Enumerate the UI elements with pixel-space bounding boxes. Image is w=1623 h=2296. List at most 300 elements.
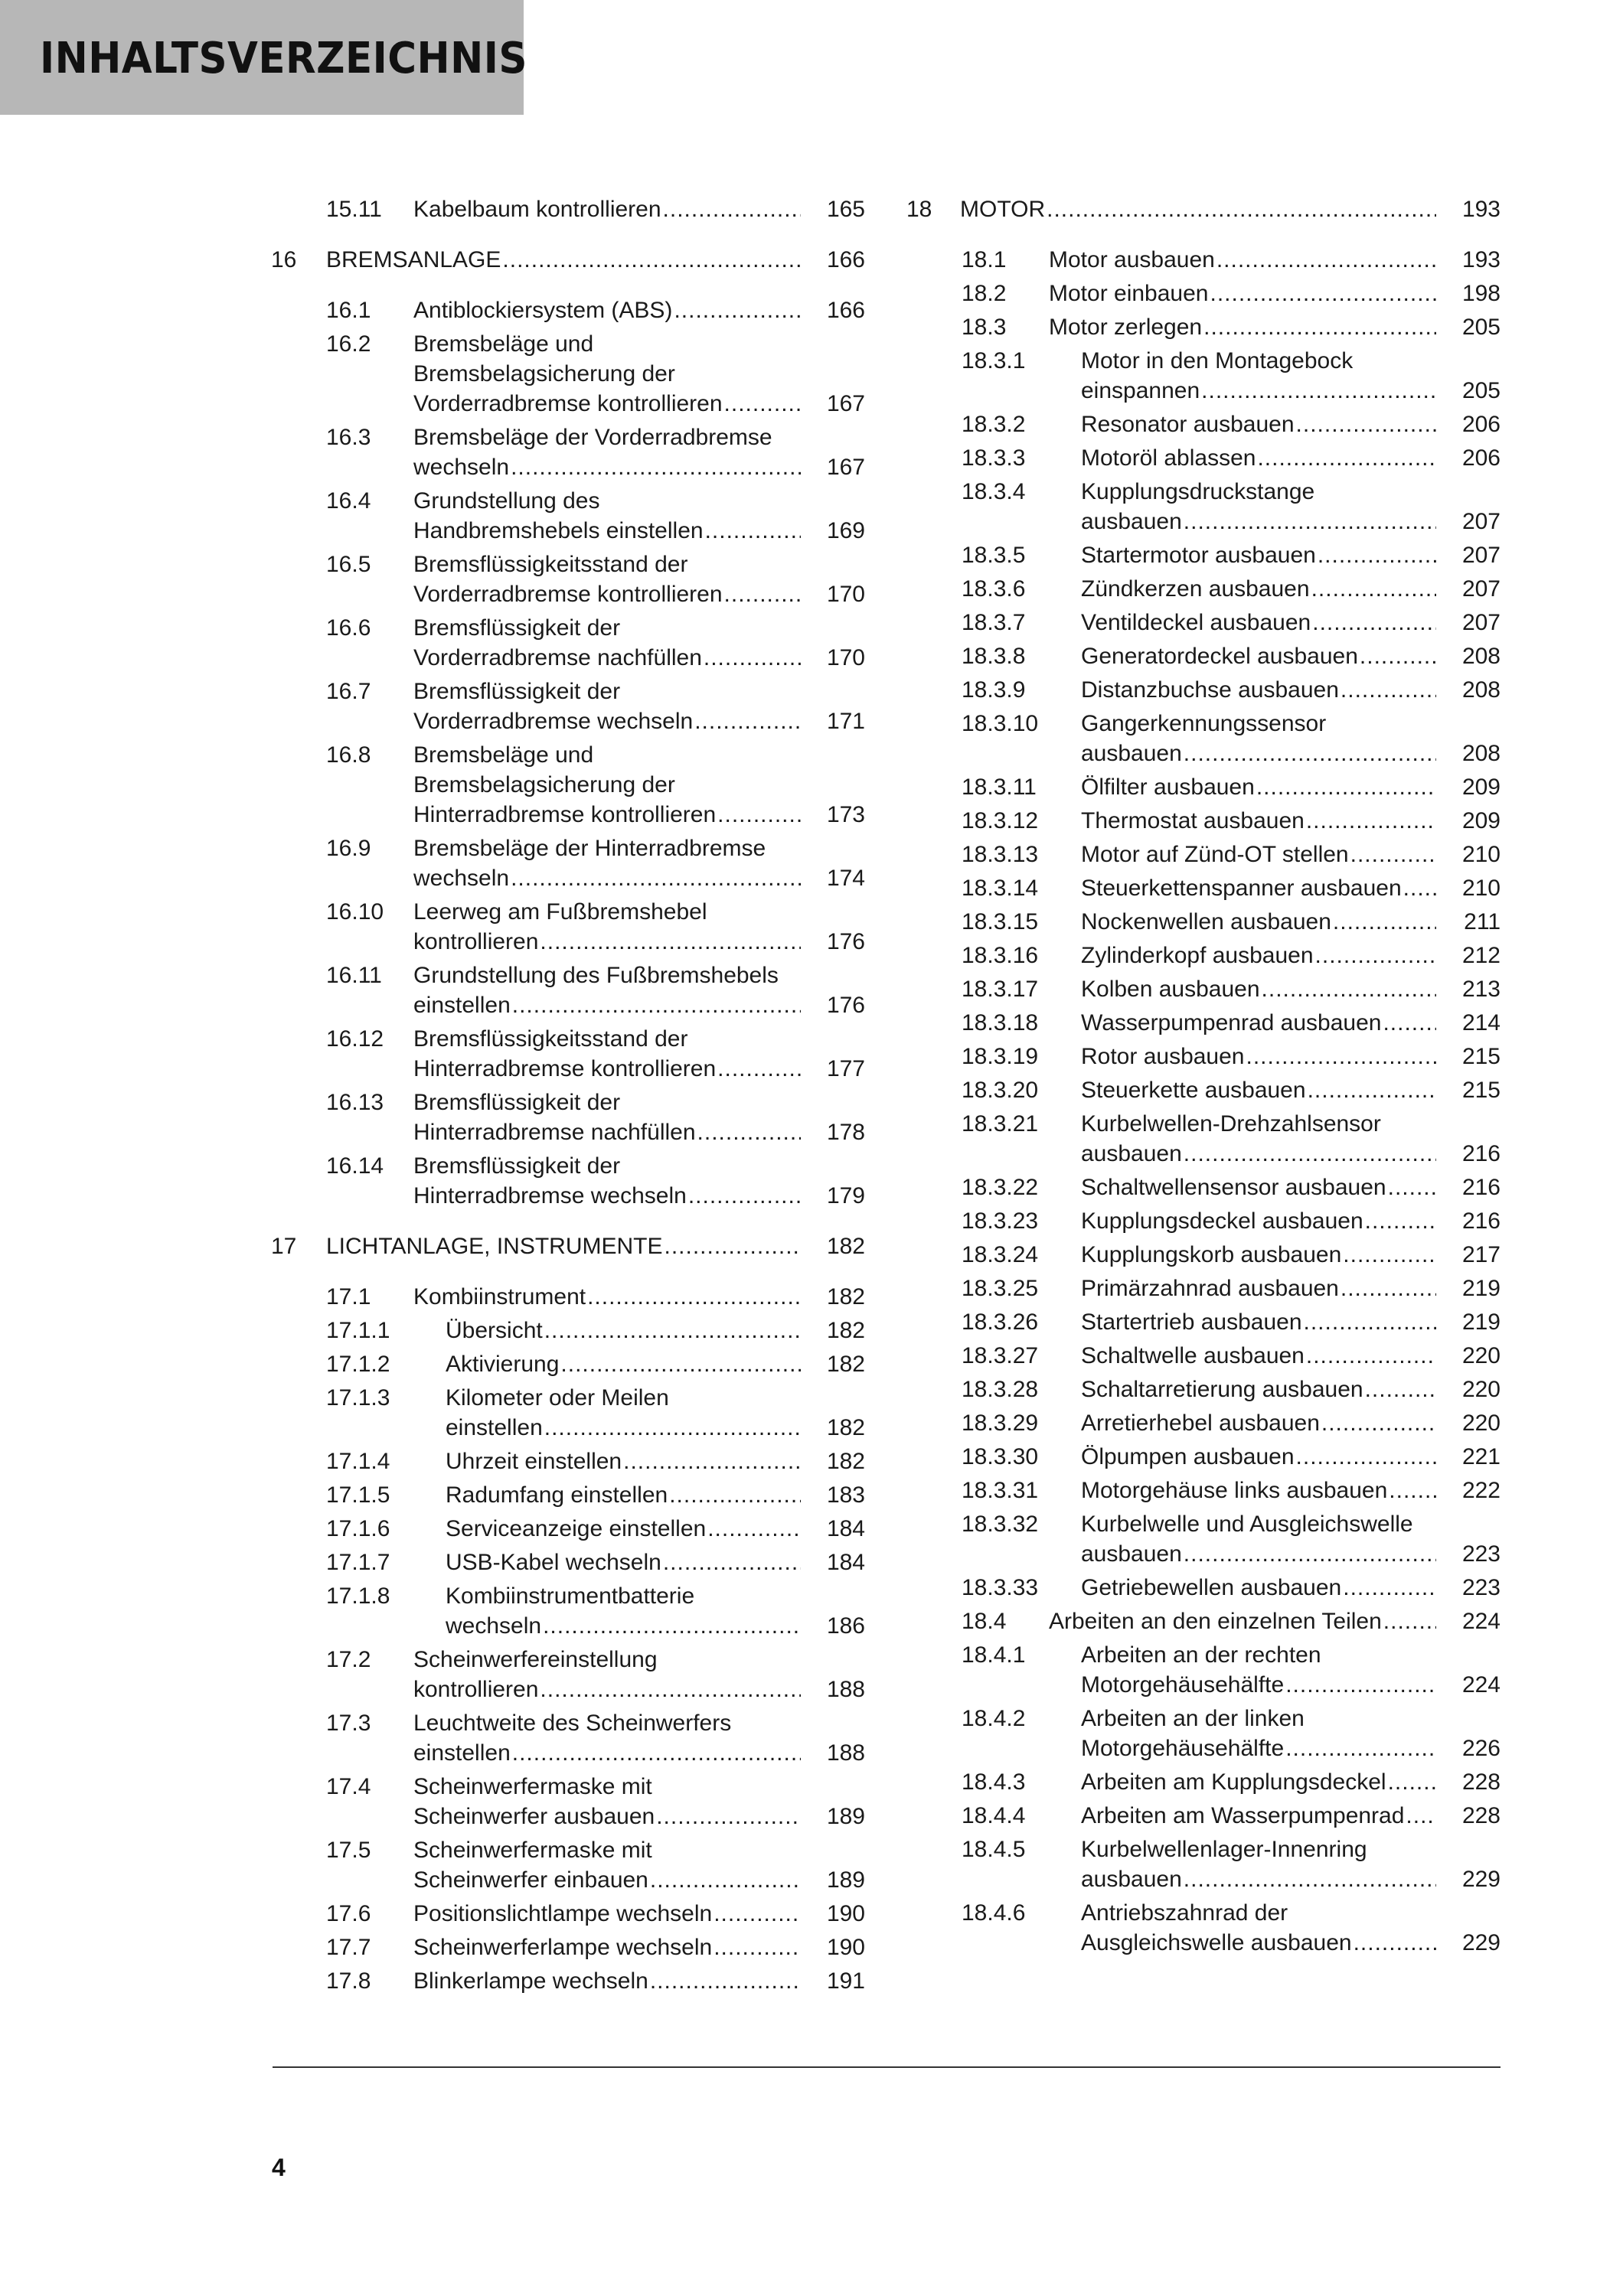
dot-leader	[1047, 194, 1436, 224]
toc-entry-number: 18.3.7	[962, 610, 1026, 635]
toc-entry-number: 18.3.15	[962, 909, 1039, 934]
toc-entry-title-line: Scheinwerfermaske mit	[413, 1838, 652, 1863]
toc-entry-title-line: Motor zerlegen	[1049, 315, 1203, 340]
toc-entry-title	[413, 740, 805, 830]
toc-entry-title-line: Kombiinstrumentbatterie	[446, 1583, 695, 1609]
toc-entry-number: 18.3.6	[962, 576, 1026, 602]
dot-leader	[1383, 1606, 1436, 1636]
toc-entry-title-line: Zylinderkopf ausbauen	[1081, 943, 1314, 968]
toc-entry-title	[413, 1899, 805, 1929]
toc-entry-title-line: wechseln	[413, 455, 510, 480]
dot-leader	[1296, 1442, 1436, 1472]
toc-entry-page: 207	[1461, 509, 1501, 534]
toc-entry-title	[1081, 1307, 1441, 1337]
toc-entry-number: 18.3.26	[962, 1309, 1039, 1335]
toc-entry-number: 17.7	[326, 1935, 371, 1960]
toc-entry-page: 176	[826, 929, 865, 954]
toc-entry-page: 182	[826, 1284, 865, 1309]
toc-entry-title	[1081, 1767, 1441, 1797]
toc-entry-number: 17.1.4	[326, 1449, 390, 1474]
dot-leader	[1262, 974, 1436, 1004]
toc-entry-page: 213	[1461, 977, 1501, 1002]
toc-entry-page: 182	[826, 1415, 865, 1440]
dot-leader	[1360, 641, 1436, 671]
toc-entry-page: 171	[826, 709, 865, 734]
toc-entry-page: 216	[1461, 1175, 1501, 1200]
dot-leader	[1389, 1476, 1436, 1505]
toc-entry-title	[1081, 1206, 1441, 1236]
toc-entry-title	[1081, 675, 1441, 705]
dot-leader	[674, 295, 801, 325]
toc-entry-title	[413, 613, 805, 673]
toc-entry-page: 209	[1461, 775, 1501, 800]
dot-leader	[1312, 608, 1436, 638]
toc-entry-title	[1081, 443, 1441, 473]
toc-entry-page: 167	[826, 391, 865, 416]
toc-entry-page: 186	[826, 1613, 865, 1639]
dot-leader	[1257, 443, 1436, 473]
dot-leader	[1285, 1733, 1436, 1763]
toc-entry-number: 18.3.4	[962, 479, 1026, 504]
toc-entry-page: 205	[1461, 315, 1501, 340]
toc-entry-page: 223	[1461, 1575, 1501, 1600]
toc-entry-page: 176	[826, 993, 865, 1018]
toc-entry-title-line: Vorderradbremse kontrollieren	[413, 582, 723, 607]
toc-entry-page: 210	[1461, 876, 1501, 901]
toc-entry-title-line: Thermostat ausbauen	[1081, 808, 1305, 833]
toc-entry-page: 228	[1461, 1803, 1501, 1828]
toc-entry-page: 191	[826, 1968, 865, 1994]
toc-entry-title-line: einstellen	[413, 1740, 511, 1766]
toc-entry-title	[1081, 1274, 1441, 1303]
toc-entry-page: 220	[1461, 1343, 1501, 1368]
toc-entry-title-line: Distanzbuchse ausbauen	[1081, 677, 1339, 703]
toc-entry-title	[1081, 641, 1441, 671]
toc-entry-page: 207	[1461, 543, 1501, 568]
toc-entry-title	[1081, 574, 1441, 604]
toc-entry-title-line: Serviceanzeige einstellen	[446, 1516, 707, 1541]
dot-leader	[705, 516, 801, 546]
toc-entry-title-line: Bremsflüssigkeit der	[413, 1153, 621, 1179]
toc-entry-title	[413, 1151, 805, 1211]
toc-entry-title	[413, 550, 805, 609]
toc-entry-number: 18.3.10	[962, 711, 1039, 736]
toc-entry-number: 18.3.28	[962, 1377, 1039, 1402]
toc-entry-number: 18.3.8	[962, 644, 1026, 669]
toc-entry-page: 215	[1461, 1044, 1501, 1069]
toc-entry-page: 222	[1461, 1478, 1501, 1503]
toc-entry-number: 17.4	[326, 1774, 371, 1799]
toc-entry-title	[1081, 1042, 1441, 1071]
toc-entry-title-line: Kupplungsdeckel ausbauen	[1081, 1208, 1363, 1234]
dot-leader	[663, 194, 801, 224]
toc-entry-number: 18.3.1	[962, 348, 1026, 373]
toc-entry-title-line: Motor ausbauen	[1049, 247, 1215, 272]
toc-entry-number: 18.4	[962, 1609, 1007, 1634]
toc-entry-page: 182	[826, 1318, 865, 1343]
toc-entry-title-line: kontrollieren	[413, 929, 539, 954]
toc-entry-page: 219	[1461, 1276, 1501, 1301]
toc-entry-title-line: Vorderradbremse nachfüllen	[413, 645, 702, 670]
toc-entry-title	[1049, 312, 1441, 342]
toc-entry-number: 18.3.23	[962, 1208, 1039, 1234]
toc-entry-title	[1049, 245, 1441, 275]
dot-leader	[1285, 1670, 1436, 1700]
toc-entry-number: 16.3	[326, 425, 371, 450]
toc-entry-title-line: Motoröl ablassen	[1081, 445, 1256, 471]
toc-entry-title-line: Bremsflüssigkeit der	[413, 679, 621, 704]
dot-leader	[1318, 540, 1436, 570]
dot-leader	[1304, 1307, 1436, 1337]
toc-entry-title-line: Kurbelwellenlager-Innenring	[1081, 1837, 1367, 1862]
toc-entry-page: 229	[1461, 1867, 1501, 1892]
toc-entry-title-line: Arbeiten am Wasserpumpenrad	[1081, 1803, 1405, 1828]
dot-leader	[543, 1611, 801, 1641]
toc-entry-page: 220	[1461, 1377, 1501, 1402]
toc-entry-title-line: Motorgehäusehälfte	[1081, 1672, 1285, 1698]
dot-leader	[1216, 245, 1436, 275]
toc-entry-title-line: Zündkerzen ausbauen	[1081, 576, 1310, 602]
toc-entry-title-line: MOTOR	[960, 197, 1046, 222]
toc-entry-title	[1081, 840, 1441, 869]
toc-entry-title-line: Leuchtweite des Scheinwerfers	[413, 1711, 732, 1736]
toc-entry-title	[413, 422, 805, 482]
toc-entry-page: 183	[826, 1482, 865, 1508]
dot-leader	[1343, 1573, 1436, 1603]
toc-entry-number: 18.3.17	[962, 977, 1039, 1002]
toc-entry-number: 18.3.3	[962, 445, 1026, 471]
toc-entry-title-line: Arbeiten an den einzelnen Teilen	[1049, 1609, 1382, 1634]
toc-entry-page: 216	[1461, 1141, 1501, 1166]
toc-entry-title	[1081, 1341, 1441, 1371]
toc-entry-number: 16.14	[326, 1153, 384, 1179]
toc-entry-number: 18.3.27	[962, 1343, 1039, 1368]
toc-entry-title	[413, 960, 805, 1020]
toc-entry-number: 15.11	[326, 197, 382, 222]
dot-leader	[623, 1446, 801, 1476]
toc-entry-page: 190	[826, 1935, 865, 1960]
toc-entry-title-line: einstellen	[413, 993, 511, 1018]
toc-entry-title	[446, 1480, 805, 1510]
toc-entry-title-line: Ventildeckel ausbauen	[1081, 610, 1311, 635]
toc-entry-title-line: Uhrzeit einstellen	[446, 1449, 622, 1474]
toc-entry-title-line: Bremsbeläge der Vorderradbremse	[413, 425, 772, 450]
toc-entry-title	[1081, 1801, 1441, 1831]
toc-entry-number: 18.3.9	[962, 677, 1026, 703]
toc-entry-title-line: Grundstellung des	[413, 488, 600, 514]
toc-entry-title-line: einstellen	[446, 1415, 543, 1440]
toc-entry-title-line: Steuerkette ausbauen	[1081, 1078, 1306, 1103]
dot-leader	[1184, 507, 1436, 536]
dot-leader	[714, 1899, 801, 1929]
toc-entry-number: 18.3.5	[962, 543, 1026, 568]
dot-leader	[560, 1349, 801, 1379]
toc-entry-title	[1081, 477, 1441, 536]
dot-leader	[724, 389, 801, 419]
toc-entry-title	[1081, 974, 1441, 1004]
toc-entry-page: 224	[1461, 1609, 1501, 1634]
toc-entry-title	[1081, 772, 1441, 802]
toc-entry-title-line: Motor einbauen	[1049, 281, 1209, 306]
toc-entry-page: 182	[826, 1449, 865, 1474]
toc-entry-title	[413, 295, 805, 325]
toc-entry-page: 210	[1461, 842, 1501, 867]
toc-entry-page: 167	[826, 455, 865, 480]
toc-entry-title	[1081, 1476, 1441, 1505]
toc-entry-title-line: Nockenwellen ausbauen	[1081, 909, 1331, 934]
toc-entry-title-line: Vorderradbremse kontrollieren	[413, 391, 723, 416]
toc-entry-number: 18.4.2	[962, 1706, 1026, 1731]
toc-entry-number: 17.1.1	[326, 1318, 390, 1343]
toc-entry-title	[413, 897, 805, 957]
dot-leader	[1256, 772, 1436, 802]
toc-entry-number: 17	[271, 1234, 297, 1259]
toc-entry-page: 219	[1461, 1309, 1501, 1335]
toc-entry-title	[1049, 279, 1441, 308]
toc-entry-title-line: Scheinwerferlampe wechseln	[413, 1935, 713, 1960]
toc-entry-title	[1081, 1442, 1441, 1472]
toc-entry-title-line: Arbeiten am Kupplungsdeckel	[1081, 1769, 1386, 1795]
toc-entry-number: 18.3.11	[962, 775, 1037, 800]
toc-entry-title-line: Getriebewellen ausbauen	[1081, 1575, 1342, 1600]
toc-entry-page: 207	[1461, 576, 1501, 602]
toc-entry-page: 166	[826, 247, 865, 272]
toc-entry-page: 173	[826, 802, 865, 827]
toc-entry-page: 216	[1461, 1208, 1501, 1234]
toc-entry-title-line: ausbauen	[1081, 509, 1182, 534]
dot-leader	[544, 1316, 801, 1345]
toc-entry-number: 17.1.8	[326, 1583, 390, 1609]
toc-entry-page: 208	[1461, 741, 1501, 766]
toc-entry-title-line: wechseln	[446, 1613, 542, 1639]
toc-entry-title-line: Kolben ausbauen	[1081, 977, 1260, 1002]
dot-leader	[688, 1181, 801, 1211]
toc-entry-page: 182	[826, 1352, 865, 1377]
dot-leader	[1365, 1375, 1436, 1404]
toc-entry-title	[413, 1024, 805, 1084]
toc-entry-title-line: ausbauen	[1081, 1541, 1182, 1567]
dot-leader	[1306, 806, 1436, 836]
toc-entry-number: 18.4.3	[962, 1769, 1026, 1795]
header-tab	[0, 0, 527, 115]
toc-entry-title-line: Hinterradbremse wechseln	[413, 1183, 687, 1208]
toc-entry-page: 178	[826, 1120, 865, 1145]
toc-entry-title-line: Schaltwelle ausbauen	[1081, 1343, 1305, 1368]
toc-entry-title	[413, 1932, 805, 1962]
toc-entry-page: 189	[826, 1804, 865, 1829]
toc-entry-title	[446, 1316, 805, 1345]
toc-entry-title	[1081, 1573, 1441, 1603]
toc-entry-title	[1081, 1109, 1441, 1169]
toc-entry-number: 16.4	[326, 488, 371, 514]
dot-leader	[697, 1117, 801, 1147]
toc-entry-title	[446, 1383, 805, 1443]
toc-entry-page: 193	[1461, 197, 1501, 222]
toc-entry-page: 193	[1461, 247, 1501, 272]
toc-entry-title-line: Bremsbeläge der Hinterradbremse	[413, 836, 766, 861]
toc-entry-title	[1081, 1008, 1441, 1038]
toc-entry-title	[1081, 1509, 1441, 1569]
dot-leader	[1388, 1172, 1436, 1202]
toc-entry-page: 224	[1461, 1672, 1501, 1698]
toc-entry-number: 16.9	[326, 836, 371, 861]
toc-entry-number: 16.11	[326, 963, 382, 988]
toc-entry-number: 17.5	[326, 1838, 371, 1863]
toc-entry-title-line: Kurbelwellen-Drehzahlsensor	[1081, 1111, 1381, 1137]
toc-entry-title-line: BREMSANLAGE	[326, 247, 501, 272]
toc-entry-title	[413, 1966, 805, 1996]
toc-entry-number: 18.3.31	[962, 1478, 1039, 1503]
toc-entry-title-line: Bremsflüssigkeit der	[413, 1090, 621, 1115]
dot-leader	[1315, 941, 1436, 970]
toc-entry-number: 18.3.20	[962, 1078, 1039, 1103]
toc-entry-title	[1081, 1640, 1441, 1700]
toc-entry-page: 220	[1461, 1411, 1501, 1436]
toc-entry-page: 170	[826, 582, 865, 607]
toc-entry-title	[1081, 346, 1441, 406]
dot-leader	[717, 800, 801, 830]
toc-entry-title-line: Arbeiten an der linken	[1081, 1706, 1305, 1731]
toc-entry-title-line: Bremsbelagsicherung der	[413, 772, 675, 797]
toc-entry-number: 18.3.29	[962, 1411, 1039, 1436]
toc-entry-title	[413, 329, 805, 419]
toc-entry-title-line: Kilometer oder Meilen	[446, 1385, 669, 1411]
toc-entry-title-line: Resonator ausbauen	[1081, 412, 1295, 437]
toc-entry-title-line: Motor auf Zünd-OT stellen	[1081, 842, 1349, 867]
toc-entry-title-line: Steuerkettenspanner ausbauen	[1081, 876, 1402, 901]
toc-entry-number: 18.3.16	[962, 943, 1039, 968]
toc-entry-page: 190	[826, 1901, 865, 1926]
toc-entry-title	[1081, 806, 1441, 836]
dot-leader	[656, 1802, 801, 1831]
toc-entry-number: 18.3.2	[962, 412, 1026, 437]
toc-entry-title	[446, 1548, 805, 1577]
toc-entry-title-line: Handbremshebels einstellen	[413, 518, 704, 543]
dot-leader	[665, 1231, 802, 1261]
toc-entry-title	[413, 833, 805, 893]
toc-entry-title	[1081, 907, 1441, 937]
toc-entry-page: 208	[1461, 644, 1501, 669]
toc-entry-title-line: Startertrieb ausbauen	[1081, 1309, 1302, 1335]
toc-entry-title	[1081, 1375, 1441, 1404]
dot-leader	[1354, 1928, 1436, 1958]
toc-entry-number: 18.4.6	[962, 1900, 1026, 1926]
dot-leader	[1184, 1864, 1436, 1894]
toc-entry-title-line: Kupplungskorb ausbauen	[1081, 1242, 1342, 1267]
toc-entry-number: 18.3.21	[962, 1111, 1039, 1137]
toc-entry-page: 215	[1461, 1078, 1501, 1103]
toc-entry-title-line: Primärzahnrad ausbauen	[1081, 1276, 1339, 1301]
toc-entry-title	[446, 1446, 805, 1476]
toc-entry-page: 205	[1461, 378, 1501, 403]
toc-entry-page: 169	[826, 518, 865, 543]
toc-entry-number: 16.12	[326, 1026, 384, 1052]
toc-entry-title	[1081, 608, 1441, 638]
toc-entry-number: 18.3.19	[962, 1044, 1039, 1069]
dot-leader	[1341, 1274, 1436, 1303]
toc-entry-title	[413, 1708, 805, 1768]
dot-leader	[1383, 1008, 1436, 1038]
toc-entry-title-line: Hinterradbremse kontrollieren	[413, 802, 717, 827]
dot-leader	[724, 579, 801, 609]
toc-entry-title-line: Bremsflüssigkeitsstand der	[413, 552, 688, 577]
toc-entry-page: 184	[826, 1550, 865, 1575]
toc-entry-title-line: Übersicht	[446, 1318, 543, 1343]
toc-entry-page: 207	[1461, 610, 1501, 635]
toc-entry-page: 229	[1461, 1930, 1501, 1955]
toc-entry-title-line: kontrollieren	[413, 1677, 539, 1702]
toc-entry-number: 16.5	[326, 552, 371, 577]
toc-entry-title-line: Kurbelwelle und Ausgleichswelle	[1081, 1512, 1413, 1537]
toc-entry-title-line: Hinterradbremse nachfüllen	[413, 1120, 696, 1145]
toc-entry-number: 18.3.30	[962, 1444, 1039, 1469]
footer-divider	[273, 2066, 1501, 2068]
toc-entry-title-line: Rotor ausbauen	[1081, 1044, 1245, 1069]
toc-entry-page: 170	[826, 645, 865, 670]
dot-leader	[1403, 873, 1436, 903]
toc-entry-number: 18	[906, 197, 932, 222]
toc-entry-title	[326, 1231, 805, 1261]
toc-entry-number: 18.2	[962, 281, 1007, 306]
toc-entry-title-line: Antiblockiersystem (ABS)	[413, 298, 673, 323]
dot-leader	[540, 927, 801, 957]
dot-leader	[1343, 1240, 1436, 1270]
toc-entry-title-line: Blinkerlampe wechseln	[413, 1968, 648, 1994]
toc-entry-number: 18.3.25	[962, 1276, 1039, 1301]
toc-entry-title	[1081, 540, 1441, 570]
dot-leader	[1210, 279, 1436, 308]
toc-entry-title-line: ausbauen	[1081, 1867, 1182, 1892]
toc-entry-page: 223	[1461, 1541, 1501, 1567]
toc-entry-title	[1081, 873, 1441, 903]
toc-entry-title-line: Ausgleichswelle ausbauen	[1081, 1930, 1352, 1955]
toc-entry-page: 206	[1461, 412, 1501, 437]
toc-entry-page: 211	[1464, 909, 1501, 934]
toc-entry-title-line: Aktivierung	[446, 1352, 560, 1377]
toc-entry-page: 174	[826, 866, 865, 891]
toc-entry-number: 18.3.24	[962, 1242, 1039, 1267]
toc-entry-title	[413, 677, 805, 736]
toc-entry-page: 166	[826, 298, 865, 323]
toc-entry-title-line: Startermotor ausbauen	[1081, 543, 1316, 568]
toc-entry-title-line: Scheinwerfereinstellung	[413, 1647, 658, 1672]
toc-entry-number: 16	[271, 247, 297, 272]
toc-entry-title-line: ausbauen	[1081, 741, 1182, 766]
toc-entry-page: 214	[1461, 1010, 1501, 1035]
toc-entry-title-line: Generatordeckel ausbauen	[1081, 644, 1358, 669]
dot-leader	[1388, 1767, 1436, 1797]
toc-entry-number: 18.1	[962, 247, 1007, 272]
toc-entry-number: 18.3.22	[962, 1175, 1039, 1200]
dot-leader	[650, 1966, 801, 1996]
toc-entry-title	[1081, 709, 1441, 768]
toc-entry-number: 17.1.7	[326, 1550, 390, 1575]
dot-leader	[1333, 907, 1436, 937]
toc-entry-title	[1081, 1898, 1441, 1958]
toc-entry-title	[960, 194, 1441, 224]
toc-entry-title-line: Bremsflüssigkeit der	[413, 615, 621, 641]
toc-entry-title-line: Arbeiten an der rechten	[1081, 1642, 1321, 1668]
toc-entry-number: 18.3.18	[962, 1010, 1039, 1035]
toc-entry-title-line: Leerweg am Fußbremshebel	[413, 899, 707, 925]
toc-entry-number: 16.1	[326, 298, 371, 323]
toc-entry-title	[1081, 1408, 1441, 1438]
toc-entry-title-line: Arretierhebel ausbauen	[1081, 1411, 1320, 1436]
toc-entry-title	[1081, 1835, 1441, 1894]
toc-entry-number: 17.2	[326, 1647, 371, 1672]
toc-entry-title-line: USB-Kabel wechseln	[446, 1550, 661, 1575]
dot-leader	[707, 1514, 801, 1544]
